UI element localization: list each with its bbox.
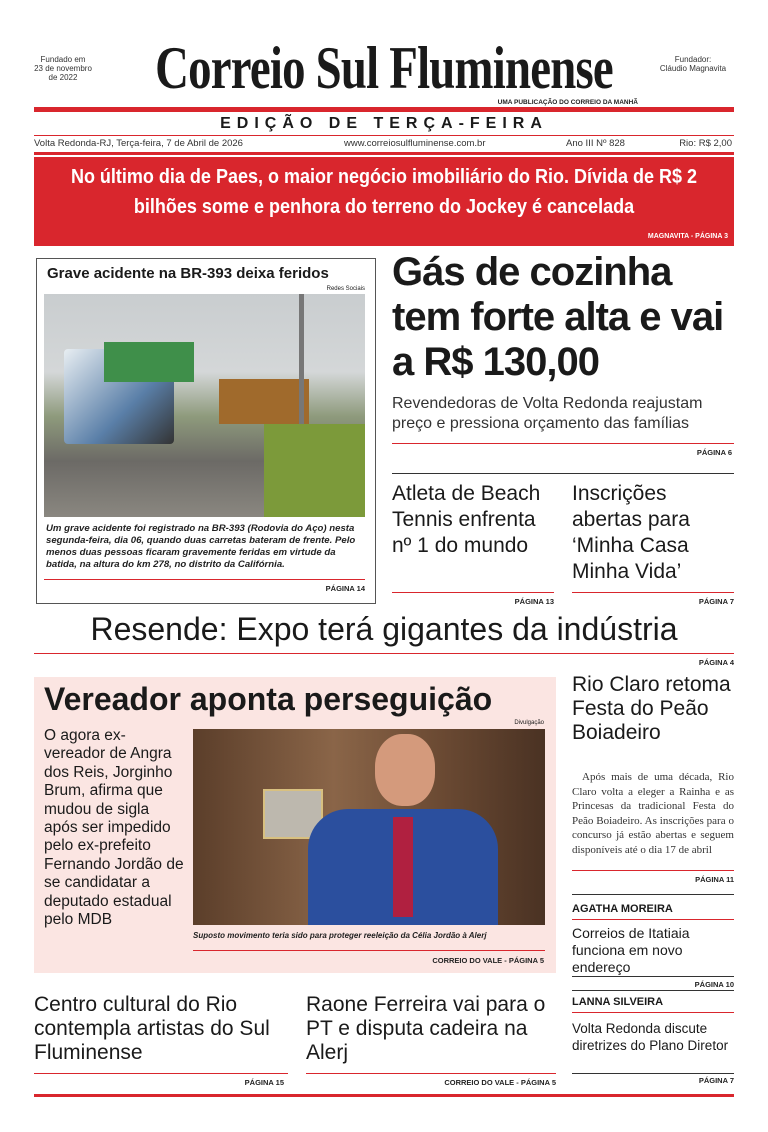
centro-headline[interactable]: Centro cultural do Rio contempla artistas do Sul Fluminense xyxy=(34,993,270,1064)
founder-info xyxy=(648,55,738,73)
resende-headline[interactable]: Resende: Expo terá gigantes da indústria xyxy=(90,611,678,647)
newspaper-title: Correio Sul Fluminense xyxy=(155,35,613,101)
page-ref: PÁGINA 4 xyxy=(698,658,734,667)
banner-headline[interactable]: No último dia de Paes, o maior negócio imobiliário do Rio. Dívida de R$ 2 bilhões some e penhora do terreno do Jockey é cancelada xyxy=(70,166,698,218)
photo-credit: Redes Sociais xyxy=(326,286,365,292)
founder-label: Fundador: xyxy=(674,55,712,64)
divider xyxy=(572,919,734,920)
page-ref: PÁGINA 7 xyxy=(698,597,734,606)
photo-credit: Divulgação xyxy=(514,720,544,726)
accident-title[interactable]: Grave acidente na BR-393 deixa feridos xyxy=(47,265,329,282)
accident-story[interactable] xyxy=(36,258,376,604)
tagline: UMA PUBLICAÇÃO DO CORREIO DA MANHÃ xyxy=(497,99,638,106)
divider xyxy=(44,579,365,580)
divider xyxy=(34,653,734,654)
truck-cargo xyxy=(219,379,309,424)
divider xyxy=(34,107,734,112)
page-ref: PÁGINA 7 xyxy=(698,1076,734,1085)
person-head xyxy=(375,734,435,806)
divider xyxy=(392,443,734,444)
divider xyxy=(392,592,554,593)
page-ref: PÁGINA 13 xyxy=(514,597,554,606)
page-ref: PÁGINA 6 xyxy=(696,448,732,457)
rioclaro-headline[interactable]: Rio Claro retoma Festa do Peão Boiadeiro xyxy=(572,673,731,744)
column-author: LANNA SILVEIRA xyxy=(572,996,664,1008)
divider xyxy=(572,894,734,895)
divider xyxy=(572,870,734,871)
column-author: AGATHA MOREIRA xyxy=(572,903,673,915)
accident-caption: Um grave acidente foi registrado na BR-393 (Rodovia do Aço) nesta segunda-feira, dia 06, quando duas carretas bateram de frente. Pelo menos duas pessoas ficaram gravemente feridas em virtude da batida, na altura do km 278, no distrito da Califórnia. xyxy=(46,523,356,570)
gas-headline[interactable]: Gás de cozinha tem forte alta e vai a R$ 130,00 xyxy=(392,250,724,384)
person-tie xyxy=(393,817,413,917)
top-banner[interactable] xyxy=(34,157,734,246)
divider xyxy=(34,135,734,136)
divider xyxy=(34,152,734,155)
vereador-photo xyxy=(193,729,545,925)
page-ref: CORREIO DO VALE - PÁGINA 5 xyxy=(432,956,544,965)
divider xyxy=(572,990,734,991)
accident-photo xyxy=(44,294,365,517)
truck-trailer xyxy=(104,342,194,382)
vereador-body: O agora ex-vereador de Angra dos Reis, Jorginho Brum, afirma que mudou de sigla após ser impedido pelo ex-prefeito Fernando Jordão de se candidatar a deputado estadual pelo MDB xyxy=(44,727,184,929)
page-ref: PÁGINA 10 xyxy=(694,980,734,989)
vereador-headline[interactable]: Vereador aponta perseguição xyxy=(44,681,493,717)
location-date: Volta Redonda-RJ, Terça-feira, 7 de Abril de 2026 xyxy=(34,138,243,149)
page-ref: PÁGINA 14 xyxy=(325,584,365,593)
divider xyxy=(193,950,545,951)
price: Rio: R$ 2,00 xyxy=(679,138,732,149)
col2-headline[interactable]: Volta Redonda discute diretrizes do Plano Diretor xyxy=(572,1021,729,1053)
founded-line: Fundado em xyxy=(40,55,86,64)
page-ref: PÁGINA 11 xyxy=(695,875,734,884)
rioclaro-body: Após mais de uma década, Rio Claro volta a eleger a Rainha e as Princesas da tradicional Festa do Peão Boiadeiro. As inscrições para o concurso já estão abertas e seguem disponíveis até o dia 17 de abril xyxy=(572,771,734,856)
page-ref: PÁGINA 15 xyxy=(244,1078,284,1087)
page-ref: CORREIO DO VALE - PÁGINA 5 xyxy=(444,1078,556,1087)
founded-line: 23 de novembro xyxy=(34,64,92,73)
divider xyxy=(392,473,734,474)
housing-headline[interactable]: Inscrições abertas para ‘Minha Casa Minha Vida’ xyxy=(572,482,690,583)
beach-headline[interactable]: Atleta de Beach Tennis enfrenta nº 1 do mundo xyxy=(392,482,541,557)
grass xyxy=(264,424,365,517)
vereador-caption: Suposto movimento teria sido para proteger reeleição da Célia Jordão à Alerj xyxy=(193,931,487,940)
founded-info xyxy=(30,55,96,82)
divider xyxy=(572,592,734,593)
divider xyxy=(572,1073,734,1074)
issue-number: Ano III Nº 828 xyxy=(566,138,625,149)
gas-subtitle: Revendedoras de Volta Redonda reajustam preço e pressiona orçamento das famílias xyxy=(392,395,703,432)
divider xyxy=(572,976,734,977)
banner-ref: MAGNAVITA - PÁGINA 3 xyxy=(647,233,728,240)
info-bar xyxy=(34,138,734,151)
founded-line: de 2022 xyxy=(48,73,78,82)
footer-divider xyxy=(34,1094,734,1097)
divider xyxy=(572,1012,734,1013)
vereador-story[interactable] xyxy=(34,677,556,973)
edition-label: EDIÇÃO DE TERÇA-FEIRA xyxy=(220,115,548,132)
col1-headline[interactable]: Correios de Itatiaia funciona em novo endereço xyxy=(572,925,690,975)
founder-name: Cláudio Magnavita xyxy=(659,64,727,73)
divider xyxy=(34,1073,288,1074)
divider xyxy=(306,1073,556,1074)
website-link[interactable]: www.correiosulfluminense.com.br xyxy=(344,138,486,149)
raone-headline[interactable]: Raone Ferreira vai para o PT e disputa cadeira na Alerj xyxy=(306,993,546,1064)
